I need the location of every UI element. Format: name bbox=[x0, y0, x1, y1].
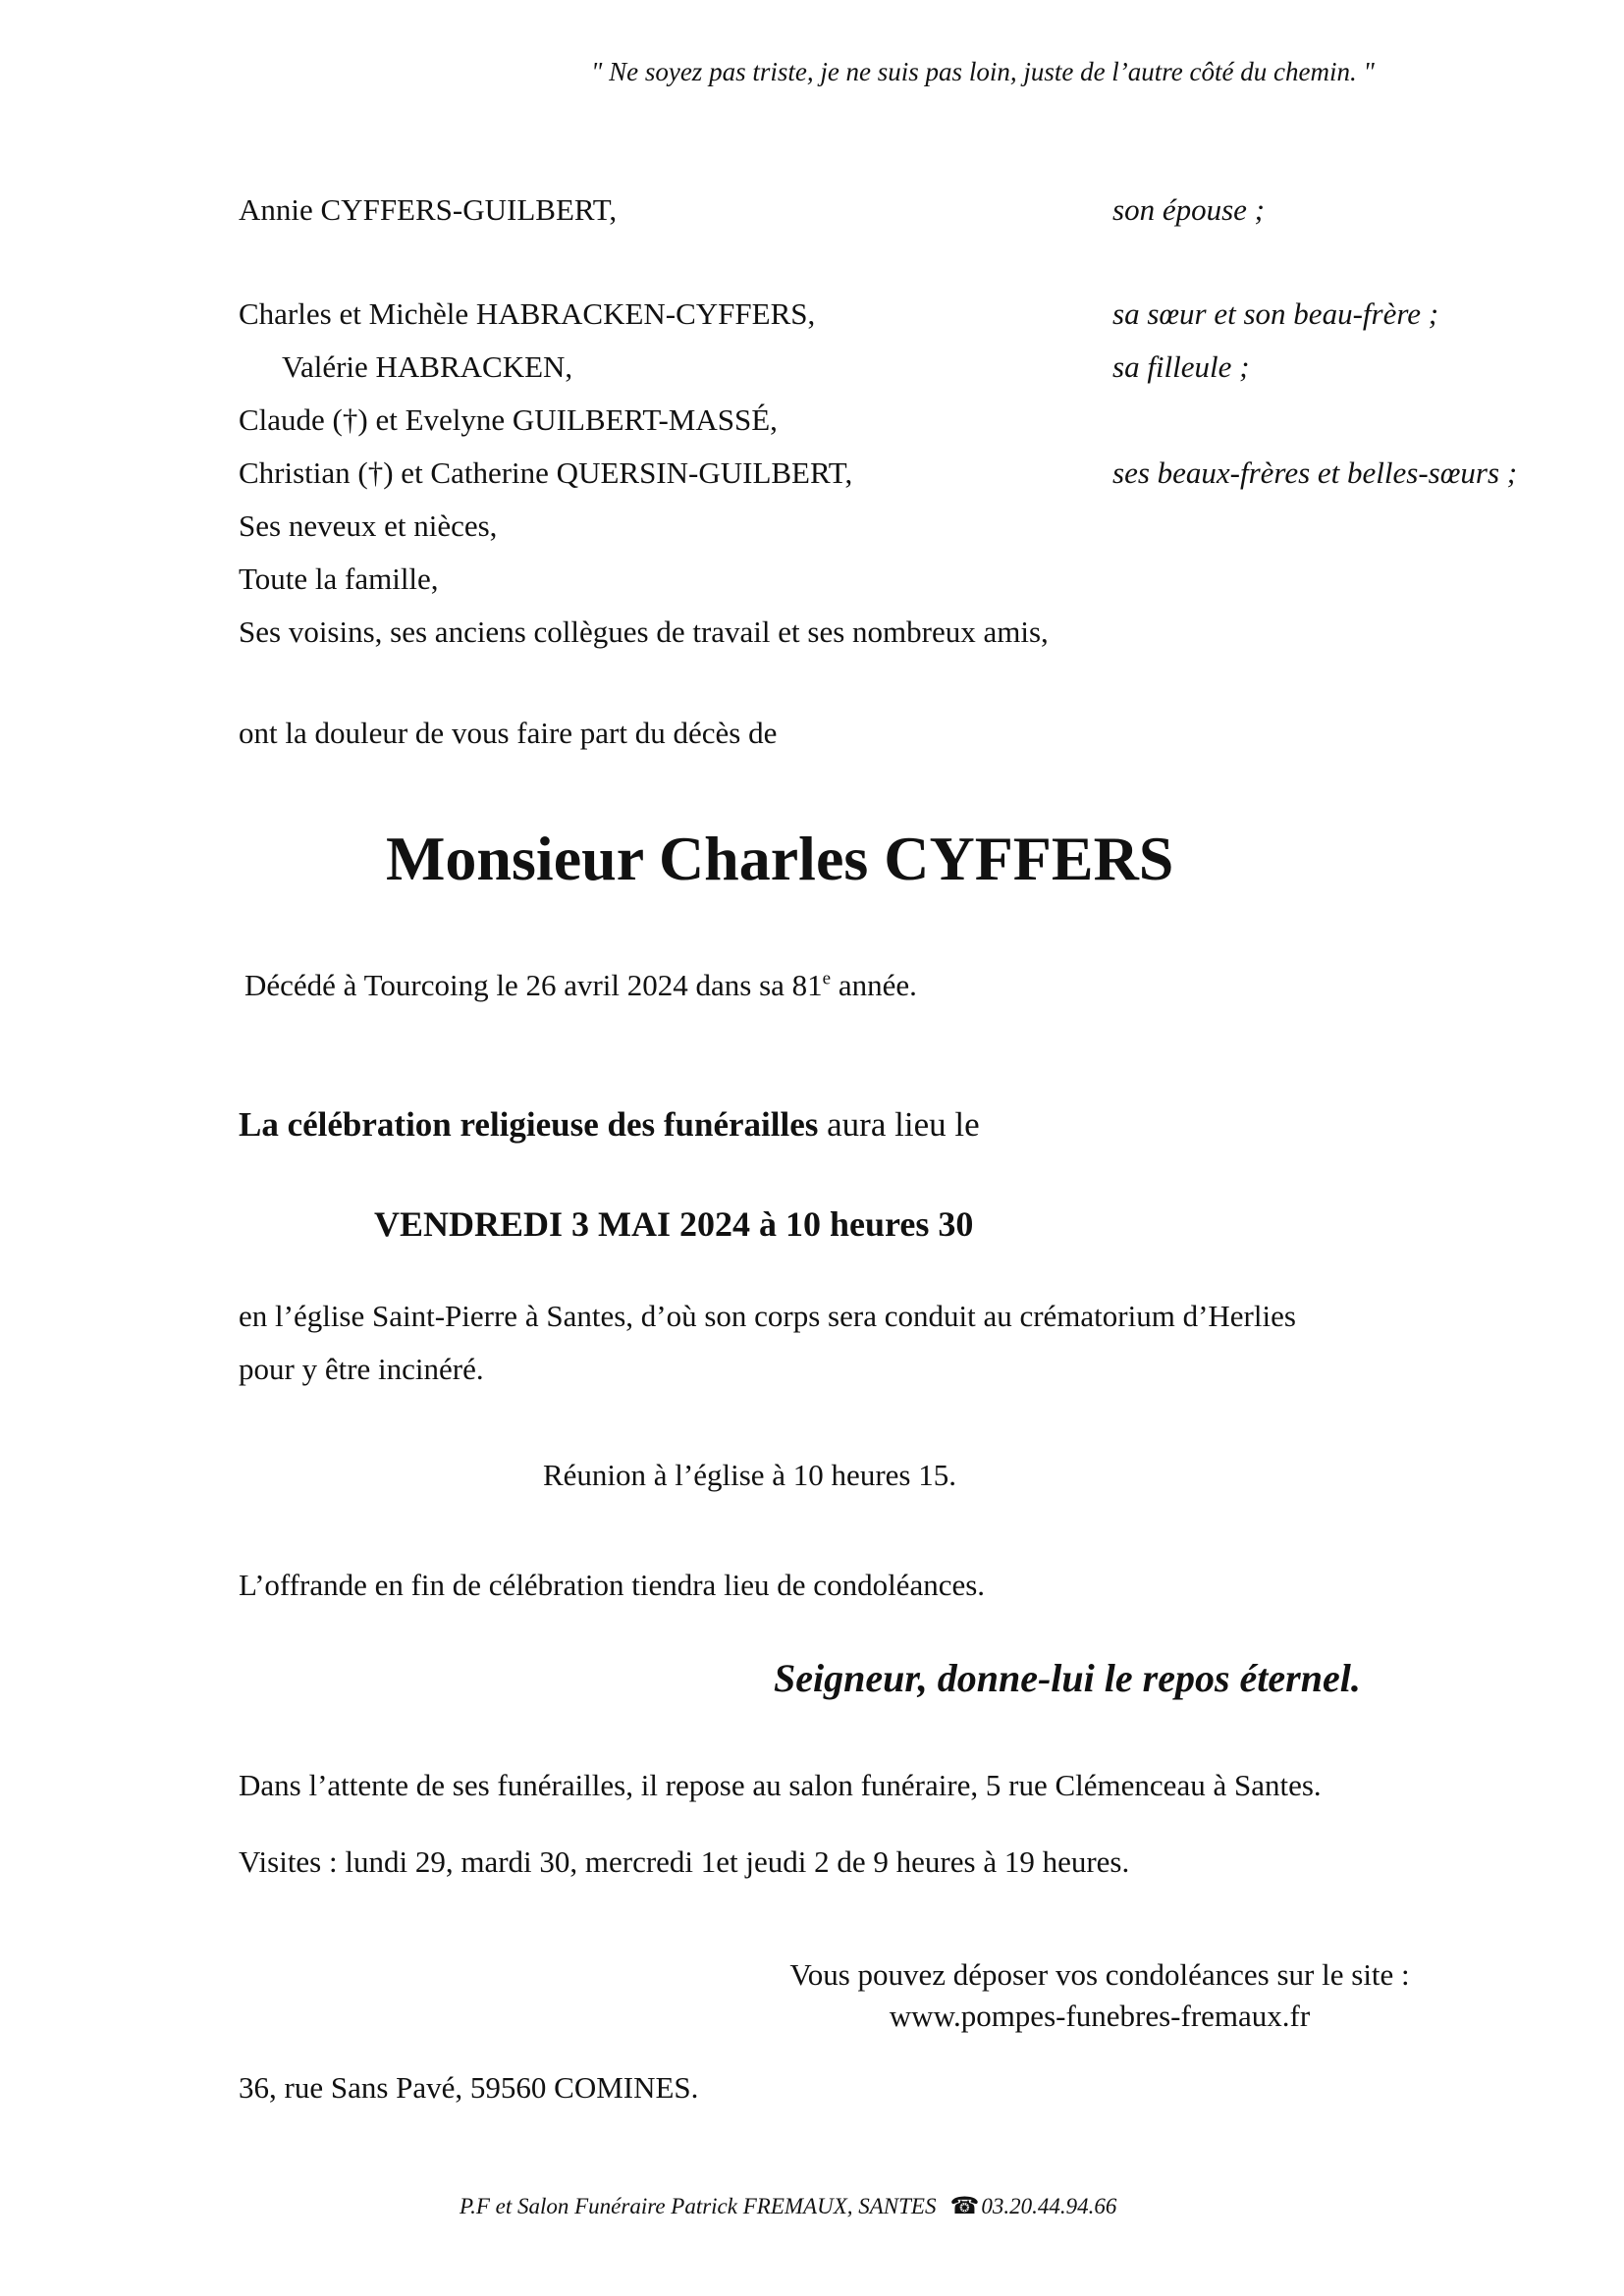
family-member-name: Ses neveux et nièces, bbox=[239, 508, 498, 543]
ordinal-superscript: e bbox=[822, 968, 832, 989]
ceremony-announcement bbox=[239, 1105, 980, 1145]
announcement-text: ont la douleur de vous faire part du décès de bbox=[239, 716, 778, 750]
family-member-relation: son épouse ; bbox=[1112, 192, 1265, 227]
condolences-note: Vous pouvez déposer vos condoléances sur le site : bbox=[789, 1957, 1410, 1992]
ceremony-title: La célébration religieuse des funérailles bbox=[239, 1105, 819, 1144]
telephone-icon: ☎ bbox=[949, 2194, 980, 2219]
footer-phone: 03.20.44.94.66 bbox=[981, 2194, 1117, 2218]
condolences-website: www.pompes-funebres-fremaux.fr bbox=[889, 1999, 1311, 2033]
family-member-name: Valérie HABRACKEN, bbox=[282, 349, 573, 384]
offering-note: L’offrande en fin de célébration tiendra lieu de condoléances. bbox=[239, 1568, 986, 1602]
rest-place: Dans l’attente de ses funérailles, il repose au salon funéraire, 5 rue Clémenceau à Santes. bbox=[239, 1768, 1322, 1802]
family-member-name: Toute la famille, bbox=[239, 561, 439, 596]
ceremony-date: VENDREDI 3 MAI 2024 à 10 heures 30 bbox=[374, 1204, 974, 1244]
death-details-end: année. bbox=[831, 968, 917, 1002]
family-member-relation: sa filleule ; bbox=[1112, 349, 1250, 384]
prayer-text: Seigneur, donne-lui le repos éternel. bbox=[774, 1656, 1361, 1700]
family-member-name: Claude (†) et Evelyne GUILBERT-MASSÉ, bbox=[239, 402, 778, 437]
family-member-name: Ses voisins, ses anciens collègues de travail et ses nombreux amis, bbox=[239, 614, 1049, 649]
ceremony-place-line: en l’église Saint-Pierre à Santes, d’où son corps sera conduit au crématorium d’Herlies bbox=[239, 1299, 1296, 1333]
death-details-text: Décédé à Tourcoing le 26 avril 2024 dans sa 81 bbox=[244, 968, 823, 1002]
family-member-relation: sa sœur et son beau-frère ; bbox=[1112, 296, 1439, 331]
footer bbox=[460, 2192, 1116, 2220]
deceased-name: Monsieur Charles CYFFERS bbox=[386, 824, 1174, 893]
epigraph-quote: " Ne soyez pas triste, je ne suis pas loin, juste de l’autre côté du chemin. " bbox=[591, 57, 1375, 86]
address: 36, rue Sans Pavé, 59560 COMINES. bbox=[239, 2070, 699, 2105]
family-member-name: Christian (†) et Catherine QUERSIN-GUILBERT, bbox=[239, 455, 853, 490]
family-member-name: Charles et Michèle HABRACKEN-CYFFERS, bbox=[239, 296, 816, 331]
footer-company: P.F et Salon Funéraire Patrick FREMAUX, SANTES bbox=[460, 2194, 937, 2218]
meeting-time: Réunion à l’église à 10 heures 15. bbox=[543, 1458, 956, 1492]
ceremony-title-rest: aura lieu le bbox=[818, 1105, 980, 1144]
family-member-name: Annie CYFFERS-GUILBERT, bbox=[239, 192, 618, 227]
death-details bbox=[244, 967, 917, 1003]
visiting-hours: Visites : lundi 29, mardi 30, mercredi 1et jeudi 2 de 9 heures à 19 heures. bbox=[239, 1844, 1130, 1879]
family-member-relation: ses beaux-frères et belles-sœurs ; bbox=[1112, 455, 1518, 490]
ceremony-place-line: pour y être incinéré. bbox=[239, 1352, 484, 1386]
